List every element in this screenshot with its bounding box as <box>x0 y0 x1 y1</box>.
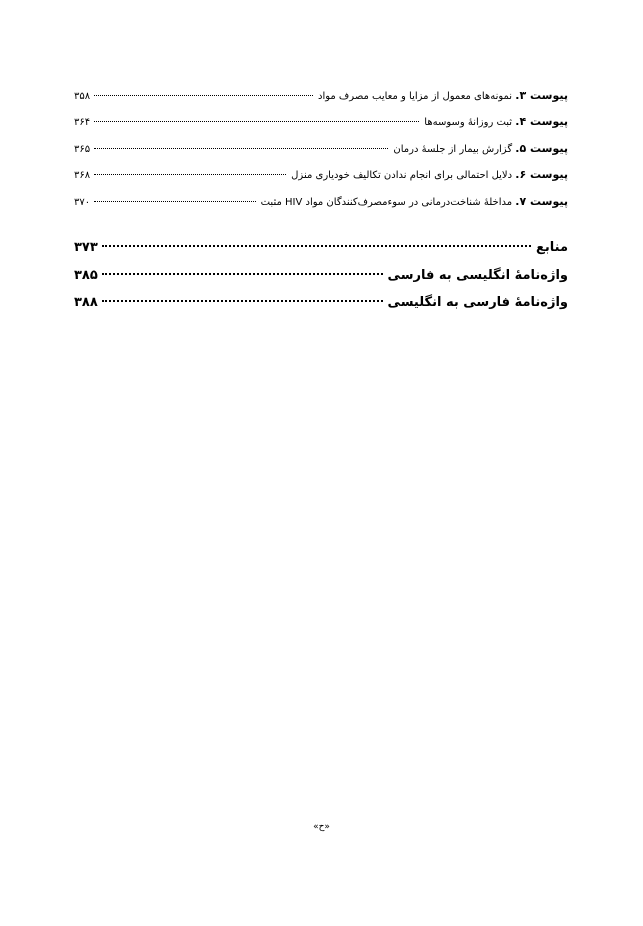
dot-leader <box>102 273 383 275</box>
toc-entry-prefix: پیوست ۶. <box>515 168 568 181</box>
toc-entry-title: واژه‌نامهٔ فارسی به انگلیسی <box>387 295 568 310</box>
toc-entry-title: مداخلهٔ شناخت‌درمانی در سوءمصرف‌کنندگان مواد HIV مثبت <box>260 197 513 208</box>
toc-entry-appendix-3[interactable] <box>74 88 568 104</box>
toc-entry-page: ۳۶۴ <box>74 117 91 128</box>
dot-leader <box>94 95 313 96</box>
dot-leader <box>102 300 383 302</box>
toc-entry-label <box>315 88 568 105</box>
toc-entry-label <box>288 167 568 184</box>
dot-leader <box>102 245 531 247</box>
toc-entry-prefix: پیوست ۷. <box>515 195 568 208</box>
toc-entry-prefix: پیوست ۳. <box>515 89 568 102</box>
toc-entry-references[interactable] <box>74 238 568 258</box>
dot-leader <box>94 201 255 202</box>
dot-leader <box>94 148 388 149</box>
page-number: «ح» <box>313 822 330 832</box>
toc-entry-title: دلایل احتمالی برای انجام ندادن تکالیف خودیاری منزل <box>291 170 513 181</box>
toc-entry-title: واژه‌نامهٔ انگلیسی به فارسی <box>387 268 568 283</box>
toc-entry-title: منابع <box>536 240 568 255</box>
toc-entry-prefix: پیوست ۴. <box>515 115 568 128</box>
toc-entry-glossary-fa-en[interactable] <box>74 293 568 313</box>
toc-entry-title: ثبت روزانهٔ وسوسه‌ها <box>424 117 513 128</box>
toc-entry-page: ۳۸۸ <box>74 295 98 310</box>
toc-entry-appendix-6[interactable] <box>74 167 568 183</box>
toc-entry-page: ۳۵۸ <box>74 91 91 102</box>
toc-entry-page: ۳۶۵ <box>74 144 91 155</box>
toc-entry-prefix: پیوست ۵. <box>515 142 568 155</box>
toc-entry-page: ۳۷۰ <box>74 197 91 208</box>
toc-entry-label <box>258 194 568 211</box>
toc-entry-page: ۳۷۳ <box>74 240 98 255</box>
toc-entry-appendix-5[interactable] <box>74 141 568 157</box>
toc-entry-label <box>390 141 568 158</box>
toc-entry-page: ۳۸۵ <box>74 268 98 283</box>
toc-entry-appendix-4[interactable] <box>74 114 568 130</box>
toc-entry-label <box>421 114 568 131</box>
toc-entry-appendix-7[interactable] <box>74 194 568 210</box>
toc-entry-glossary-en-fa[interactable] <box>74 266 568 286</box>
toc-entry-page: ۳۶۸ <box>74 170 91 181</box>
toc-entry-title: گزارش بیمار از جلسهٔ درمان <box>393 144 513 155</box>
toc-entry-title: نمونه‌های معمول از مزایا و معایب مصرف مواد <box>318 91 513 102</box>
dot-leader <box>94 174 286 175</box>
dot-leader <box>94 121 419 122</box>
